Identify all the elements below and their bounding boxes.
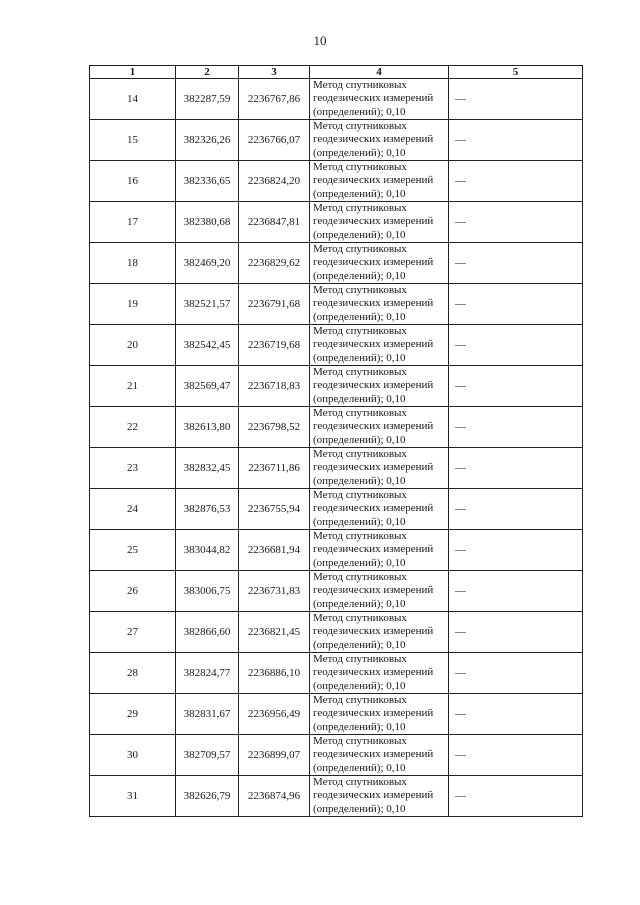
x-coordinate-cell: 382521,57 — [176, 284, 239, 325]
x-coordinate-cell: 382709,57 — [176, 735, 239, 776]
method-line: геодезических измерений — [313, 256, 434, 269]
method-line: (определений); 0,10 — [313, 392, 406, 405]
remark-cell: — — [449, 571, 583, 612]
method-line: геодезических измерений — [313, 133, 434, 146]
method-cell — [310, 243, 449, 284]
y-coordinate-cell: 2236791,68 — [239, 284, 310, 325]
method-line: Метод спутниковых — [313, 571, 407, 584]
method-cell — [310, 284, 449, 325]
table-row — [90, 79, 583, 120]
x-coordinate-cell: 383044,82 — [176, 530, 239, 571]
method-cell — [310, 571, 449, 612]
method-cell — [310, 612, 449, 653]
method-line: (определений); 0,10 — [313, 105, 406, 118]
x-coordinate-cell: 382287,59 — [176, 79, 239, 120]
y-coordinate-cell: 2236681,94 — [239, 530, 310, 571]
method-cell — [310, 653, 449, 694]
method-cell — [310, 325, 449, 366]
method-line: (определений); 0,10 — [313, 310, 406, 323]
method-line: Метод спутниковых — [313, 489, 407, 502]
table-row — [90, 161, 583, 202]
remark-cell: — — [449, 407, 583, 448]
point-number-cell: 22 — [90, 407, 176, 448]
table-row — [90, 407, 583, 448]
x-coordinate-cell: 382326,26 — [176, 120, 239, 161]
method-line: геодезических измерений — [313, 707, 434, 720]
x-coordinate-cell: 382832,45 — [176, 448, 239, 489]
y-coordinate-cell: 2236899,07 — [239, 735, 310, 776]
x-coordinate-cell: 382380,68 — [176, 202, 239, 243]
x-coordinate-cell: 382613,80 — [176, 407, 239, 448]
method-cell — [310, 694, 449, 735]
remark-cell: — — [449, 530, 583, 571]
method-line: (определений); 0,10 — [313, 351, 406, 364]
remark-cell: — — [449, 120, 583, 161]
method-line: геодезических измерений — [313, 297, 434, 310]
method-line: (определений); 0,10 — [313, 597, 406, 610]
remark-cell: — — [449, 653, 583, 694]
method-line: геодезических измерений — [313, 461, 434, 474]
y-coordinate-cell: 2236956,49 — [239, 694, 310, 735]
method-line: Метод спутниковых — [313, 243, 407, 256]
point-number-cell: 25 — [90, 530, 176, 571]
y-coordinate-cell: 2236886,10 — [239, 653, 310, 694]
coordinates-table-container — [89, 65, 582, 817]
point-number-cell: 18 — [90, 243, 176, 284]
method-line: (определений); 0,10 — [313, 146, 406, 159]
remark-cell: — — [449, 489, 583, 530]
method-line: Метод спутниковых — [313, 202, 407, 215]
method-cell — [310, 202, 449, 243]
remark-cell: — — [449, 612, 583, 653]
method-cell — [310, 161, 449, 202]
header-row — [90, 66, 583, 79]
remark-cell: — — [449, 735, 583, 776]
method-line: (определений); 0,10 — [313, 228, 406, 241]
y-coordinate-cell: 2236821,45 — [239, 612, 310, 653]
method-line: Метод спутниковых — [313, 448, 407, 461]
table-row — [90, 202, 583, 243]
header-cell-3: 3 — [239, 66, 310, 79]
table-row — [90, 120, 583, 161]
y-coordinate-cell: 2236767,86 — [239, 79, 310, 120]
y-coordinate-cell: 2236824,20 — [239, 161, 310, 202]
method-cell — [310, 79, 449, 120]
method-line: (определений); 0,10 — [313, 433, 406, 446]
x-coordinate-cell: 382336,65 — [176, 161, 239, 202]
remark-cell: — — [449, 366, 583, 407]
x-coordinate-cell: 382876,53 — [176, 489, 239, 530]
x-coordinate-cell: 382866,60 — [176, 612, 239, 653]
point-number-cell: 19 — [90, 284, 176, 325]
method-line: (определений); 0,10 — [313, 638, 406, 651]
method-line: (определений); 0,10 — [313, 269, 406, 282]
point-number-cell: 26 — [90, 571, 176, 612]
point-number-cell: 15 — [90, 120, 176, 161]
method-line: Метод спутниковых — [313, 530, 407, 543]
point-number-cell: 30 — [90, 735, 176, 776]
method-cell — [310, 776, 449, 817]
method-cell — [310, 448, 449, 489]
y-coordinate-cell: 2236719,68 — [239, 325, 310, 366]
point-number-cell: 17 — [90, 202, 176, 243]
method-line: Метод спутниковых — [313, 407, 407, 420]
method-line: геодезических измерений — [313, 338, 434, 351]
x-coordinate-cell: 382831,67 — [176, 694, 239, 735]
table-row — [90, 243, 583, 284]
table-row — [90, 489, 583, 530]
table-row — [90, 448, 583, 489]
header-cell-2: 2 — [176, 66, 239, 79]
method-cell — [310, 530, 449, 571]
y-coordinate-cell: 2236731,83 — [239, 571, 310, 612]
method-cell — [310, 120, 449, 161]
table-row — [90, 325, 583, 366]
method-line: (определений); 0,10 — [313, 802, 406, 815]
point-number-cell: 24 — [90, 489, 176, 530]
method-line: Метод спутниковых — [313, 612, 407, 625]
point-number-cell: 14 — [90, 79, 176, 120]
header-cell-5: 5 — [449, 66, 583, 79]
y-coordinate-cell: 2236874,96 — [239, 776, 310, 817]
point-number-cell: 23 — [90, 448, 176, 489]
header-cell-1: 1 — [90, 66, 176, 79]
method-line: геодезических измерений — [313, 789, 434, 802]
method-line: Метод спутниковых — [313, 653, 407, 666]
method-line: (определений); 0,10 — [313, 187, 406, 200]
table-row — [90, 571, 583, 612]
y-coordinate-cell: 2236829,62 — [239, 243, 310, 284]
coordinates-table — [89, 65, 583, 817]
method-line: геодезических измерений — [313, 215, 434, 228]
method-line: геодезических измерений — [313, 92, 434, 105]
point-number-cell: 21 — [90, 366, 176, 407]
y-coordinate-cell: 2236766,07 — [239, 120, 310, 161]
y-coordinate-cell: 2236798,52 — [239, 407, 310, 448]
method-line: (определений); 0,10 — [313, 720, 406, 733]
method-cell — [310, 489, 449, 530]
table-row — [90, 694, 583, 735]
remark-cell: — — [449, 284, 583, 325]
page-number: 10 — [313, 33, 327, 48]
table-row — [90, 776, 583, 817]
method-line: Метод спутниковых — [313, 325, 407, 338]
method-line: Метод спутниковых — [313, 776, 407, 789]
header-cell-4: 4 — [310, 66, 449, 79]
method-line: Метод спутниковых — [313, 120, 407, 133]
point-number-cell: 27 — [90, 612, 176, 653]
method-line: (определений); 0,10 — [313, 556, 406, 569]
method-cell — [310, 735, 449, 776]
method-line: Метод спутниковых — [313, 284, 407, 297]
x-coordinate-cell: 382626,79 — [176, 776, 239, 817]
point-number-cell: 29 — [90, 694, 176, 735]
point-number-cell: 16 — [90, 161, 176, 202]
point-number-cell: 31 — [90, 776, 176, 817]
point-number-cell: 20 — [90, 325, 176, 366]
method-line: геодезических измерений — [313, 584, 434, 597]
table-header — [90, 66, 583, 79]
y-coordinate-cell: 2236755,94 — [239, 489, 310, 530]
method-line: (определений); 0,10 — [313, 679, 406, 692]
x-coordinate-cell: 382824,77 — [176, 653, 239, 694]
remark-cell: — — [449, 202, 583, 243]
remark-cell: — — [449, 243, 583, 284]
method-line: геодезических измерений — [313, 666, 434, 679]
method-cell — [310, 407, 449, 448]
method-line: Метод спутниковых — [313, 161, 407, 174]
method-line: Метод спутниковых — [313, 694, 407, 707]
method-line: Метод спутниковых — [313, 735, 407, 748]
method-line: геодезических измерений — [313, 379, 434, 392]
y-coordinate-cell: 2236847,81 — [239, 202, 310, 243]
x-coordinate-cell: 383006,75 — [176, 571, 239, 612]
table-row — [90, 366, 583, 407]
x-coordinate-cell: 382569,47 — [176, 366, 239, 407]
method-line: (определений); 0,10 — [313, 474, 406, 487]
table-row — [90, 735, 583, 776]
method-cell — [310, 366, 449, 407]
method-line: геодезических измерений — [313, 543, 434, 556]
method-line: геодезических измерений — [313, 748, 434, 761]
remark-cell: — — [449, 325, 583, 366]
y-coordinate-cell: 2236711,86 — [239, 448, 310, 489]
method-line: Метод спутниковых — [313, 79, 407, 92]
table-body — [90, 79, 583, 817]
x-coordinate-cell: 382542,45 — [176, 325, 239, 366]
remark-cell: — — [449, 448, 583, 489]
method-line: геодезических измерений — [313, 174, 434, 187]
remark-cell: — — [449, 694, 583, 735]
remark-cell: — — [449, 776, 583, 817]
point-number-cell: 28 — [90, 653, 176, 694]
method-line: (определений); 0,10 — [313, 515, 406, 528]
table-row — [90, 653, 583, 694]
method-line: (определений); 0,10 — [313, 761, 406, 774]
table-row — [90, 284, 583, 325]
table-row — [90, 612, 583, 653]
y-coordinate-cell: 2236718,83 — [239, 366, 310, 407]
remark-cell: — — [449, 161, 583, 202]
x-coordinate-cell: 382469,20 — [176, 243, 239, 284]
remark-cell: — — [449, 79, 583, 120]
method-line: Метод спутниковых — [313, 366, 407, 379]
method-line: геодезических измерений — [313, 625, 434, 638]
method-line: геодезических измерений — [313, 502, 434, 515]
method-line: геодезических измерений — [313, 420, 434, 433]
table-row — [90, 530, 583, 571]
